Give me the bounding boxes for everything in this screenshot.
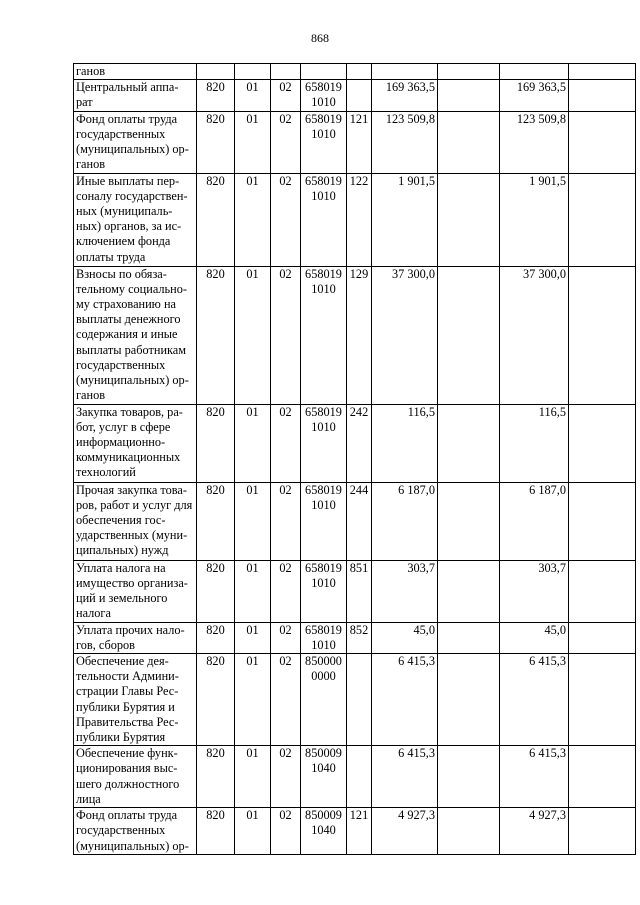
row-sum: 169 363,5 xyxy=(372,80,438,111)
row-expense-type xyxy=(347,80,372,111)
row-ministry-code: 820 xyxy=(197,404,235,482)
row-subsection xyxy=(271,64,301,80)
row-extra xyxy=(569,64,636,80)
row-target-code: 850009 1040 xyxy=(301,746,347,808)
row-total: 37 300,0 xyxy=(500,266,569,404)
row-subsection: 02 xyxy=(271,80,301,111)
row-extra xyxy=(569,266,636,404)
table-row xyxy=(74,173,636,266)
row-target-code: 850000 0000 xyxy=(301,654,347,746)
row-extra xyxy=(569,173,636,266)
row-expense-type: 122 xyxy=(347,173,372,266)
row-expense-type: 121 xyxy=(347,808,372,855)
row-total: 6 187,0 xyxy=(500,482,569,560)
row-extra xyxy=(569,80,636,111)
row-sum: 37 300,0 xyxy=(372,266,438,404)
row-change xyxy=(438,482,500,560)
row-change xyxy=(438,654,500,746)
row-expense-type: 852 xyxy=(347,622,372,653)
row-total: 123 509,8 xyxy=(500,111,569,173)
row-target-code: 658019 1010 xyxy=(301,266,347,404)
row-section: 01 xyxy=(235,808,271,855)
row-name: Прочая закупка това-ров, работ и услуг для обеспечения гос-ударственных (муни-ципальных) нужд xyxy=(74,482,197,560)
row-total: 303,7 xyxy=(500,560,569,622)
row-section xyxy=(235,64,271,80)
row-extra xyxy=(569,560,636,622)
row-target-code: 658019 1010 xyxy=(301,482,347,560)
row-name: Взносы по обяза-тельному социально-му страхованию на выплаты денежного содержания и иные выплаты работникам государственных (муниципальных) ор-ганов xyxy=(74,266,197,404)
row-ministry-code: 820 xyxy=(197,80,235,111)
row-total: 1 901,5 xyxy=(500,173,569,266)
table-row xyxy=(74,266,636,404)
budget-table xyxy=(73,63,636,855)
row-target-code: 658019 1010 xyxy=(301,80,347,111)
row-change xyxy=(438,266,500,404)
row-total: 4 927,3 xyxy=(500,808,569,855)
row-extra xyxy=(569,746,636,808)
row-name: Уплата прочих нало-гов, сборов xyxy=(74,622,197,653)
table-row xyxy=(74,622,636,653)
row-subsection: 02 xyxy=(271,482,301,560)
table-row xyxy=(74,654,636,746)
row-sum: 116,5 xyxy=(372,404,438,482)
table-row xyxy=(74,746,636,808)
row-section: 01 xyxy=(235,654,271,746)
row-name: Обеспечение дея-тельности Админи-страции Главы Рес-публики Бурятия и Правительства Рес-публики Бурятия xyxy=(74,654,197,746)
table-row xyxy=(74,80,636,111)
row-total: 169 363,5 xyxy=(500,80,569,111)
row-section: 01 xyxy=(235,622,271,653)
row-ministry-code: 820 xyxy=(197,746,235,808)
row-name: Иные выплаты пер-соналу государствен-ных (муниципаль-ных) органов, за ис-ключением фонда оплаты труда xyxy=(74,173,197,266)
row-expense-type: 851 xyxy=(347,560,372,622)
row-ministry-code xyxy=(197,64,235,80)
row-expense-type: 244 xyxy=(347,482,372,560)
row-sum: 1 901,5 xyxy=(372,173,438,266)
table-row xyxy=(74,111,636,173)
row-subsection: 02 xyxy=(271,654,301,746)
row-extra xyxy=(569,654,636,746)
row-expense-type xyxy=(347,64,372,80)
row-name: Уплата налога на имущество организа-ций и земельного налога xyxy=(74,560,197,622)
row-sum: 45,0 xyxy=(372,622,438,653)
page-number: 868 xyxy=(311,31,329,45)
row-sum: 4 927,3 xyxy=(372,808,438,855)
row-sum: 6 415,3 xyxy=(372,654,438,746)
row-change xyxy=(438,111,500,173)
row-extra xyxy=(569,622,636,653)
row-sum: 303,7 xyxy=(372,560,438,622)
row-sum xyxy=(372,64,438,80)
row-name: Фонд оплаты труда государственных (муниципальных) ор-ганов xyxy=(74,111,197,173)
row-change xyxy=(438,808,500,855)
row-change xyxy=(438,173,500,266)
row-change xyxy=(438,404,500,482)
row-section: 01 xyxy=(235,404,271,482)
row-name: Центральный аппа-рат xyxy=(74,80,197,111)
row-name: Фонд оплаты труда государственных (муниципальных) ор- xyxy=(74,808,197,855)
row-target-code: 658019 1010 xyxy=(301,560,347,622)
row-section: 01 xyxy=(235,111,271,173)
row-sum: 123 509,8 xyxy=(372,111,438,173)
row-total: 45,0 xyxy=(500,622,569,653)
row-expense-type xyxy=(347,746,372,808)
row-change xyxy=(438,80,500,111)
row-target-code: 658019 1010 xyxy=(301,404,347,482)
row-total: 116,5 xyxy=(500,404,569,482)
row-extra xyxy=(569,111,636,173)
row-subsection: 02 xyxy=(271,266,301,404)
row-section: 01 xyxy=(235,80,271,111)
table-body xyxy=(74,64,636,855)
row-ministry-code: 820 xyxy=(197,482,235,560)
row-sum: 6 187,0 xyxy=(372,482,438,560)
row-name: ганов xyxy=(74,64,197,80)
table-row xyxy=(74,64,636,80)
row-ministry-code: 820 xyxy=(197,266,235,404)
row-sum: 6 415,3 xyxy=(372,746,438,808)
row-expense-type: 242 xyxy=(347,404,372,482)
row-section: 01 xyxy=(235,482,271,560)
row-subsection: 02 xyxy=(271,560,301,622)
row-target-code: 658019 1010 xyxy=(301,173,347,266)
row-subsection: 02 xyxy=(271,622,301,653)
row-subsection: 02 xyxy=(271,111,301,173)
row-target-code: 658019 1010 xyxy=(301,622,347,653)
row-total xyxy=(500,64,569,80)
table-row xyxy=(74,404,636,482)
row-expense-type: 129 xyxy=(347,266,372,404)
row-subsection: 02 xyxy=(271,404,301,482)
row-change xyxy=(438,622,500,653)
row-subsection: 02 xyxy=(271,808,301,855)
row-extra xyxy=(569,808,636,855)
row-section: 01 xyxy=(235,560,271,622)
row-ministry-code: 820 xyxy=(197,654,235,746)
row-ministry-code: 820 xyxy=(197,560,235,622)
row-name: Обеспечение функ-ционирования выс-шего должностного лица xyxy=(74,746,197,808)
row-target-code: 658019 1010 xyxy=(301,111,347,173)
row-target-code: 850009 1040 xyxy=(301,808,347,855)
row-target-code xyxy=(301,64,347,80)
row-ministry-code: 820 xyxy=(197,808,235,855)
table-row xyxy=(74,560,636,622)
row-subsection: 02 xyxy=(271,173,301,266)
row-change xyxy=(438,746,500,808)
row-name: Закупка товаров, ра-бот, услуг в сфере информационно-коммуникационных технологий xyxy=(74,404,197,482)
row-extra xyxy=(569,404,636,482)
row-change xyxy=(438,64,500,80)
row-total: 6 415,3 xyxy=(500,654,569,746)
row-section: 01 xyxy=(235,746,271,808)
row-ministry-code: 820 xyxy=(197,622,235,653)
table-row xyxy=(74,482,636,560)
row-section: 01 xyxy=(235,266,271,404)
row-ministry-code: 820 xyxy=(197,173,235,266)
row-ministry-code: 820 xyxy=(197,111,235,173)
row-expense-type: 121 xyxy=(347,111,372,173)
row-change xyxy=(438,560,500,622)
table-row xyxy=(74,808,636,855)
row-expense-type xyxy=(347,654,372,746)
row-total: 6 415,3 xyxy=(500,746,569,808)
row-section: 01 xyxy=(235,173,271,266)
row-extra xyxy=(569,482,636,560)
row-subsection: 02 xyxy=(271,746,301,808)
